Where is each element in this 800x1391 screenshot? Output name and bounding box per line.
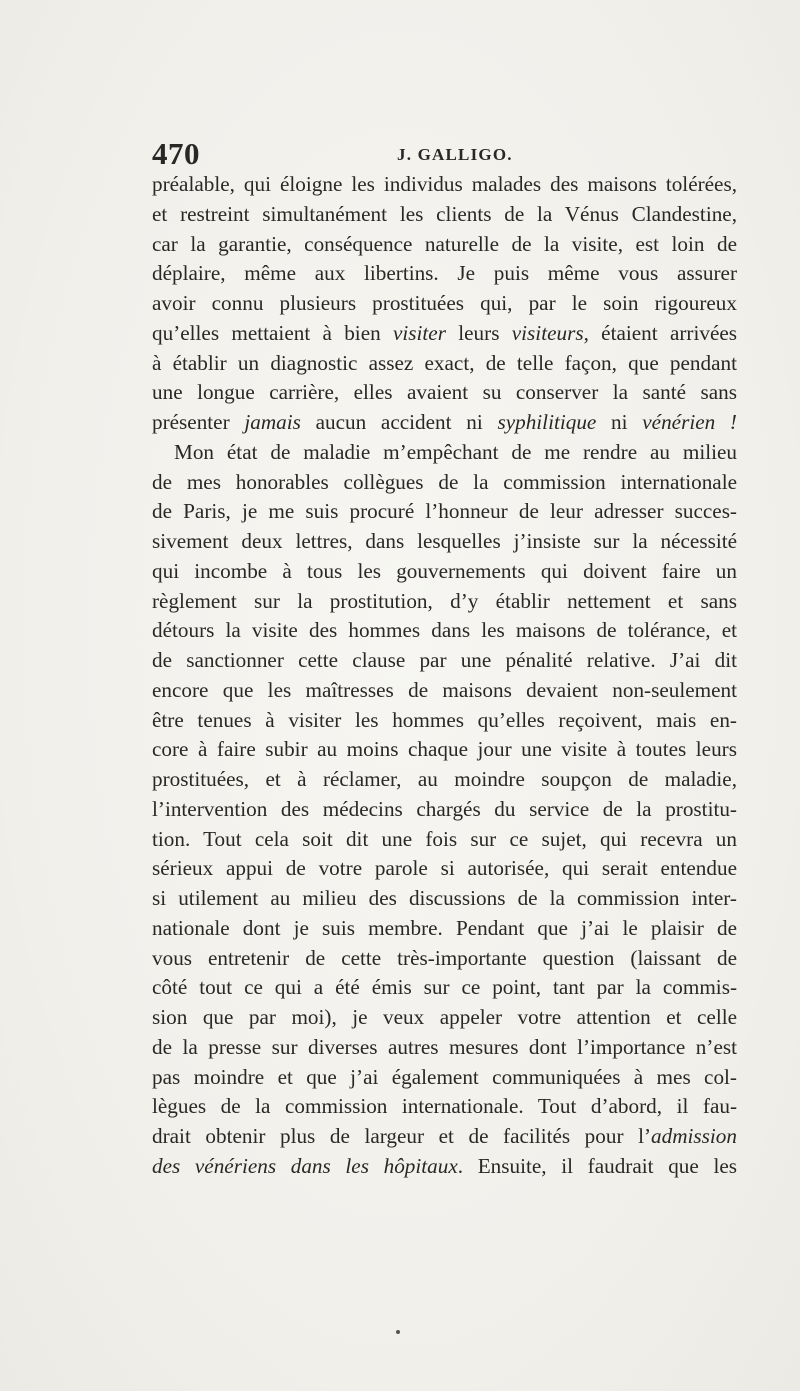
text-line: encore que les maîtresses de maisons devaient non-seulement — [152, 677, 737, 702]
text-line: sion que par moi), je veux appeler votre attention et celle — [152, 1005, 737, 1029]
text-line: vous entretenir de cette très-importante question (laissant de — [152, 945, 737, 970]
text-line: qui incombe à tous les gouvernements qui doivent faire un — [152, 558, 737, 583]
text-line: déplaire, même aux libertins. Je puis même vous assurer — [152, 261, 737, 286]
text-line: tion. Tout cela soit dit une fois sur ce sujet, qui recevra un — [152, 826, 737, 851]
text-line: avoir connu plusieurs prostituées qui, par le soin rigoureux — [152, 291, 737, 315]
text-line: de sanctionner cette clause par une pénalité relative. J’ai dit — [152, 648, 737, 672]
body-text — [152, 170, 737, 1182]
text-line: côté tout ce qui a été émis sur ce point, tant par la commis- — [152, 975, 737, 1000]
text-line: de mes honorables collègues de la commission internationale — [152, 469, 737, 494]
text-line: règlement sur la prostitution, d’y établir nettement et sans — [152, 588, 737, 613]
text-line: une longue carrière, elles avaient su conserver la santé sans — [152, 380, 737, 405]
text-line: nationale dont je suis membre. Pendant que j’ai le plaisir de — [152, 915, 737, 940]
running-title: J. GALLIGO. — [397, 145, 513, 164]
text-line: détours la visite des hommes dans les maisons de tolérance, et — [152, 618, 737, 643]
text-line: être tenues à visiter les hommes qu’elles reçoivent, mais en- — [152, 707, 737, 732]
text-line: prostituées, et à réclamer, au moindre soupçon de maladie, — [152, 767, 737, 791]
text-line: si utilement au milieu des discussions de la commission inter- — [152, 886, 737, 910]
text-line: préalable, qui éloigne les individus malades des maisons tolérées, — [152, 172, 737, 196]
text-line: de Paris, je me suis procuré l’honneur de leur adresser succes- — [152, 499, 737, 524]
text-line: lègues de la commission internationale. Tout d’abord, il fau- — [152, 1094, 737, 1119]
text-line: présenter jamais aucun accident ni syphilitique ni vénérien ! — [152, 410, 737, 434]
text-line: sérieux appui de votre parole si autorisée, qui serait entendue — [152, 856, 737, 881]
text-line: drait obtenir plus de largeur et de facilités pour l’admission — [152, 1124, 737, 1148]
text-line: core à faire subir au moins chaque jour une visite à toutes leurs — [152, 737, 737, 762]
text-line: sivement deux lettres, dans lesquelles j’insiste sur la nécessité — [152, 529, 737, 553]
text-line: à établir un diagnostic assez exact, de telle façon, que pendant — [152, 350, 737, 375]
text-line: qu’elles mettaient à bien visiter leurs visiteurs, étaient arrivées — [152, 320, 737, 345]
text-line: et restreint simultanément les clients de la Vénus Clandestine, — [152, 201, 737, 226]
text-line: l’intervention des médecins chargés du service de la prostitu- — [152, 796, 737, 821]
text-line: de la presse sur diverses autres mesures dont l’importance n’est — [152, 1034, 737, 1059]
text-line: Mon état de maladie m’empêchant de me rendre au milieu — [174, 439, 737, 464]
text-line: pas moindre et que j’ai également communiquées à mes col- — [152, 1064, 737, 1089]
text-line: car la garantie, conséquence naturelle de la visite, est loin de — [152, 231, 737, 256]
text-line: des vénériens dans les hôpitaux. Ensuite, il faudrait que les — [152, 1153, 737, 1178]
page-number: 470 — [152, 136, 200, 171]
page-speck — [396, 1330, 400, 1334]
